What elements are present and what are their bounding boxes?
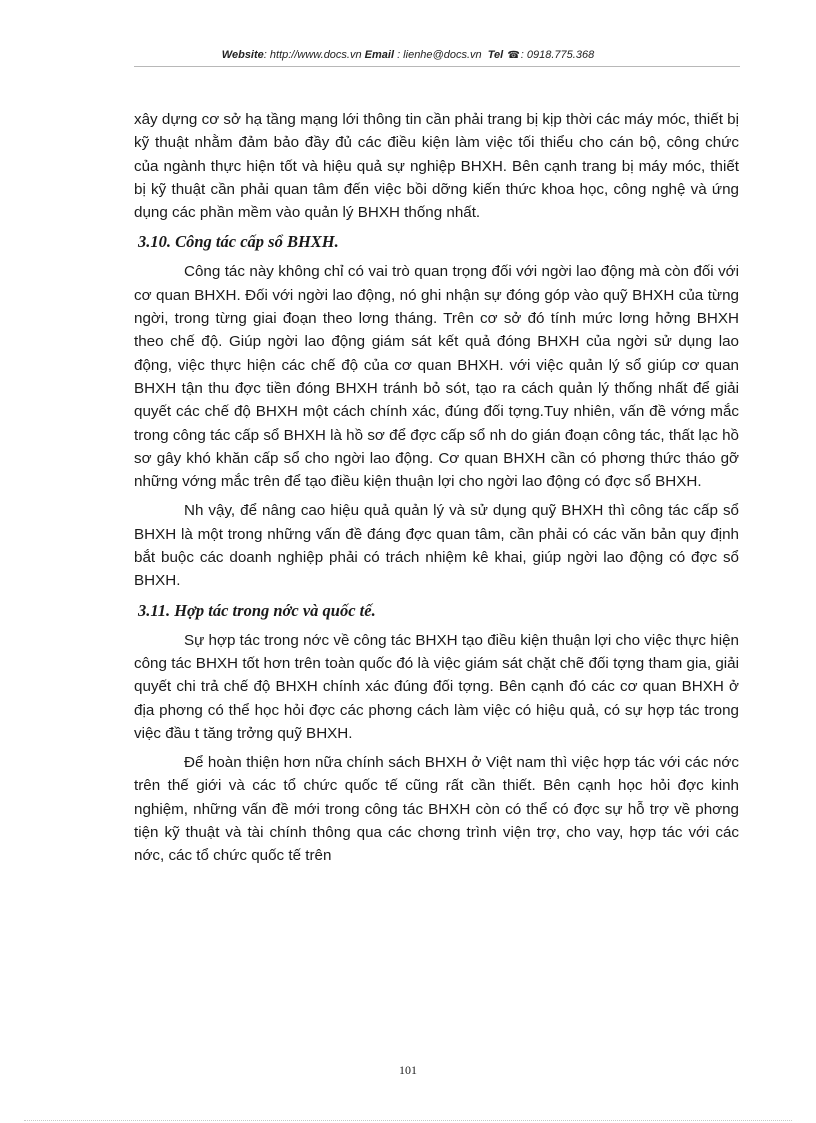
paragraph-infrastructure: xây dựng cơ sở hạ tầng mạng lới thông tin cần phải trang bị kịp thời các máy móc, thiết bị kỹ thuật nhằm đảm bảo đầy đủ các điều kiện làm việc tối thiểu cho cán bộ, công chức của ngành thực hiện tốt và hiệu quả sự nghiệp BHXH. Bên cạnh trang bị máy móc, thiết bị kỹ thuật cần phải quan tâm đến việc bồi dỡng kiến thức khoa học, công nghệ và ứng dụng các phần mềm vào quản lý BHXH thống nhất. xyxy=(134,111,739,222)
website-value: : http://www.docs.vn xyxy=(263,49,365,61)
header-divider xyxy=(134,66,740,67)
page-header xyxy=(0,49,816,61)
page-number: 101 xyxy=(399,1063,417,1077)
section-heading-3-10: 3.10. Công tác cấp sổ BHXH. xyxy=(138,232,339,252)
paragraph-management-efficiency: Nh vậy, để nâng cao hiệu quả quản lý và sử dụng quỹ BHXH thì công tác cấp sổ BHXH là một trong những vấn đề đáng đợc quan tâm, cần phải có các văn bản quy định bắt buộc các doanh nghiệp phải có trách nhiệm kê khai, giúp ngời lao động có đợc sổ BHXH. xyxy=(134,502,739,590)
footer-divider xyxy=(24,1120,792,1121)
tel-label: Tel xyxy=(487,49,504,61)
phone-icon: ☎ xyxy=(507,50,520,61)
paragraph-domestic-cooperation: Sự hợp tác trong nớc về công tác BHXH tạo điều kiện thuận lợi cho việc thực hiện công tác BHXH tốt hơn trên toàn quốc đó là việc giám sát chặt chẽ đối tợng tham gia, giải quyết chi trả chế độ BHXH chính xác đúng đối tợng. Bên cạnh đó các cơ quan BHXH ở địa phơng có thể học hỏi đợc các phơng cách làm việc có hiệu quả, có sự hợp tác trong việc đầu t tăng trởng quỹ BHXH. xyxy=(134,631,739,742)
tel-value: : 0918.775.368 xyxy=(520,49,595,61)
email-value: : lienhe@docs.vn xyxy=(394,49,485,61)
section-heading-3-11: 3.11. Hợp tác trong nớc và quốc tế. xyxy=(138,600,376,620)
document-body xyxy=(134,108,739,874)
paragraph-international-cooperation: Để hoàn thiện hơn nữa chính sách BHXH ở Việt nam thì việc hợp tác với các nớc trên thế giới và các tổ chức quốc tế cũng rất cần thiết. Bên cạnh học hỏi đợc kinh nghiệm, những vấn đề mới trong công tác BHXH còn có thể có đợc sự hỗ trợ về phơng tiện kỹ thuật và tài chính thông qua các chơng trình viện trợ, cho vay, hợp tác với các nớc, các tổ chức quốc tế trên xyxy=(134,754,739,865)
paragraph-social-insurance-book: Công tác này không chỉ có vai trò quan trọng đối với ngời lao động mà còn đối với cơ quan BHXH. Đối với ngời lao động, nó ghi nhận sự đóng góp vào quỹ BHXH của từng ngời, trong từng giai đoạn theo lơng tháng. Trên cơ sở đó tính mức lơng hởng BHXH theo chế độ. Giúp ngời lao động giám sát kết quả đóng BHXH của ngời sử dụng lao động, việc thực hiện các chế độ của cơ quan BHXH. với việc quản lý sổ giúp cơ quan BHXH tận thu đợc tiền đóng BHXH tránh bỏ sót, tạo ra cách quản lý thống nhất để giải quyết các chế độ BHXH một cách chính xác, đúng đối tợng.Tuy nhiên, vấn đề vớng mắc trong công tác cấp sổ BHXH là hồ sơ để đợc cấp sổ nh do gián đoạn công tác, thất lạc hồ sơ gây khó khăn cấp sổ cho ngời lao động. Cơ quan BHXH cần có phơng thức tháo gỡ những vớng mắc trên để tạo điều kiện thuận lợi cho ngời lao động có đợc sổ BHXH. xyxy=(134,263,739,491)
website-label: Website xyxy=(221,49,264,61)
email-label: Email xyxy=(364,49,395,61)
